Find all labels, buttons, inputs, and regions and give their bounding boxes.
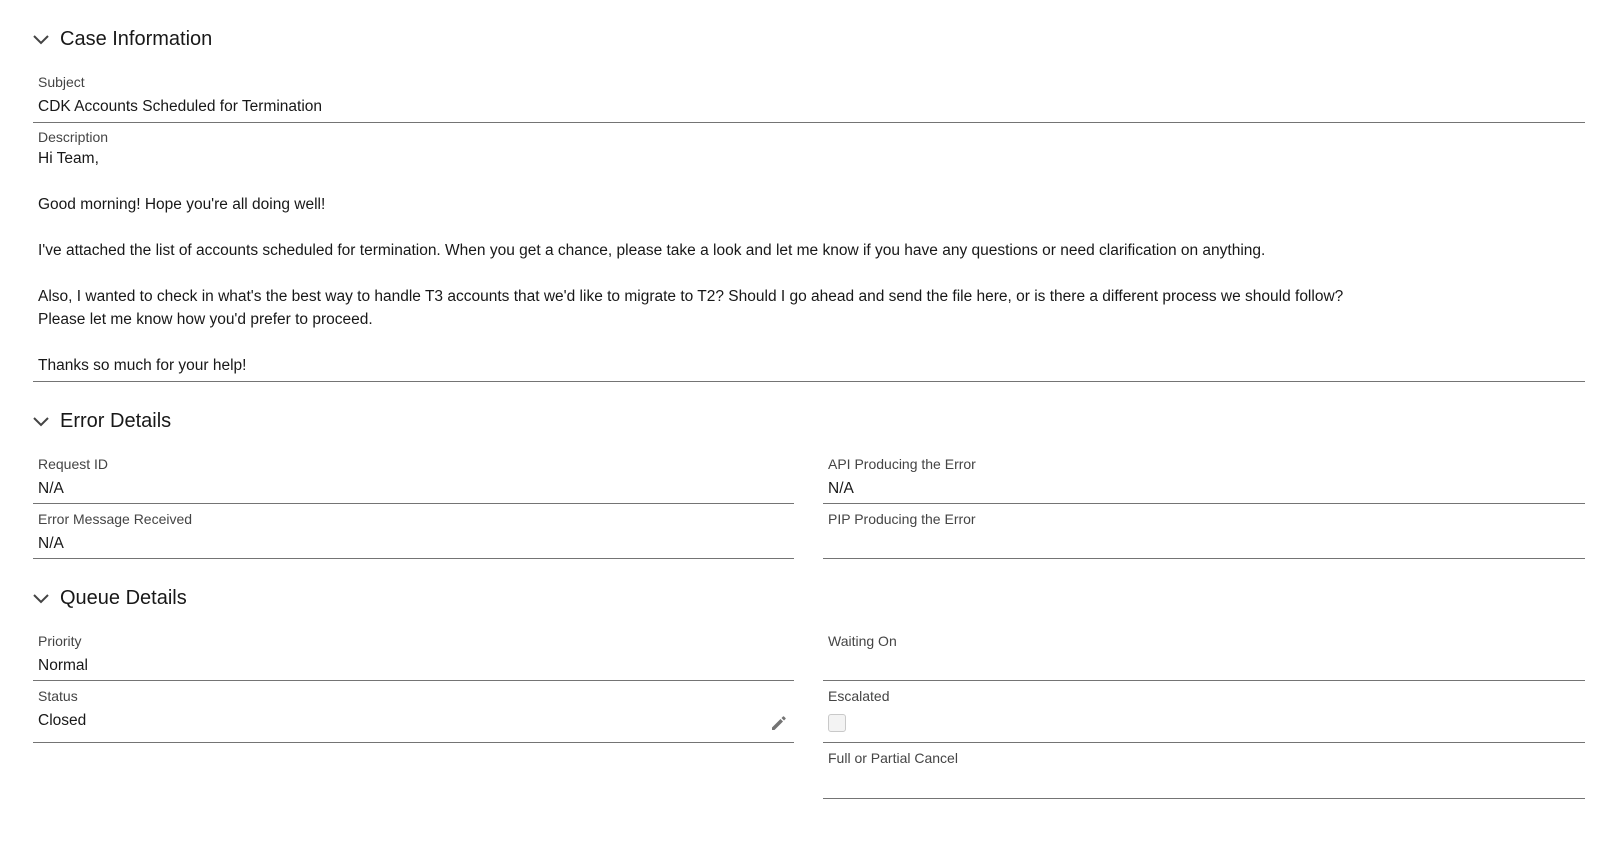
request-id-value: N/A [38, 480, 64, 497]
section-header-case-information[interactable] [30, 24, 212, 54]
description-value: Hi Team, Good morning! Hope you're all doing well! I've attached the list of accounts scheduled for termination. When you get a chance, please take a look and let me know if you have any questions or need clarification on anything. Also, I wanted to check in what's the best way to handle T3 accounts that we'd like to migrate to T2? Should I go ahead and send the file here, or is there a different process we should follow? Please let me know how you'd prefer to proceed. Thanks so much for your help! [38, 150, 1344, 374]
priority-field [33, 631, 794, 681]
field-label: Subject [38, 74, 85, 90]
subject-value: CDK Accounts Scheduled for Termination [38, 98, 323, 115]
escalated-checkbox[interactable] [828, 714, 846, 732]
field-label: PIP Producing the Error [828, 511, 976, 527]
error-message-received-field [33, 509, 794, 559]
full-or-partial-cancel-field [823, 748, 1585, 799]
field-label: API Producing the Error [828, 456, 976, 472]
field-label: Priority [38, 633, 82, 649]
field-label: Escalated [828, 688, 890, 704]
field-label: Status [38, 688, 78, 704]
chevron-down-icon [30, 28, 52, 50]
section-title: Queue Details [60, 586, 187, 609]
section-header-error-details[interactable] [30, 406, 171, 436]
status-field [33, 686, 794, 743]
field-label: Full or Partial Cancel [828, 750, 958, 766]
error-message-received-value: N/A [38, 535, 64, 552]
escalated-field [823, 686, 1585, 743]
field-label: Waiting On [828, 633, 897, 649]
field-label: Request ID [38, 456, 109, 472]
chevron-down-icon [30, 587, 52, 609]
pencil-icon[interactable] [770, 714, 788, 732]
priority-value: Normal [38, 657, 88, 674]
subject-field [33, 72, 1585, 123]
waiting-on-field [823, 631, 1585, 681]
field-label: Error Message Received [38, 511, 193, 527]
section-title: Case Information [60, 27, 213, 50]
status-value: Closed [38, 712, 87, 729]
description-field [33, 127, 1585, 382]
api-producing-error-field [823, 454, 1585, 504]
api-producing-error-value: N/A [828, 480, 854, 497]
chevron-down-icon [30, 410, 52, 432]
field-label: Description [38, 129, 109, 145]
pip-producing-error-field [823, 509, 1585, 559]
section-title: Error Details [60, 409, 172, 432]
section-header-queue-details[interactable] [30, 583, 187, 613]
request-id-field [33, 454, 794, 504]
